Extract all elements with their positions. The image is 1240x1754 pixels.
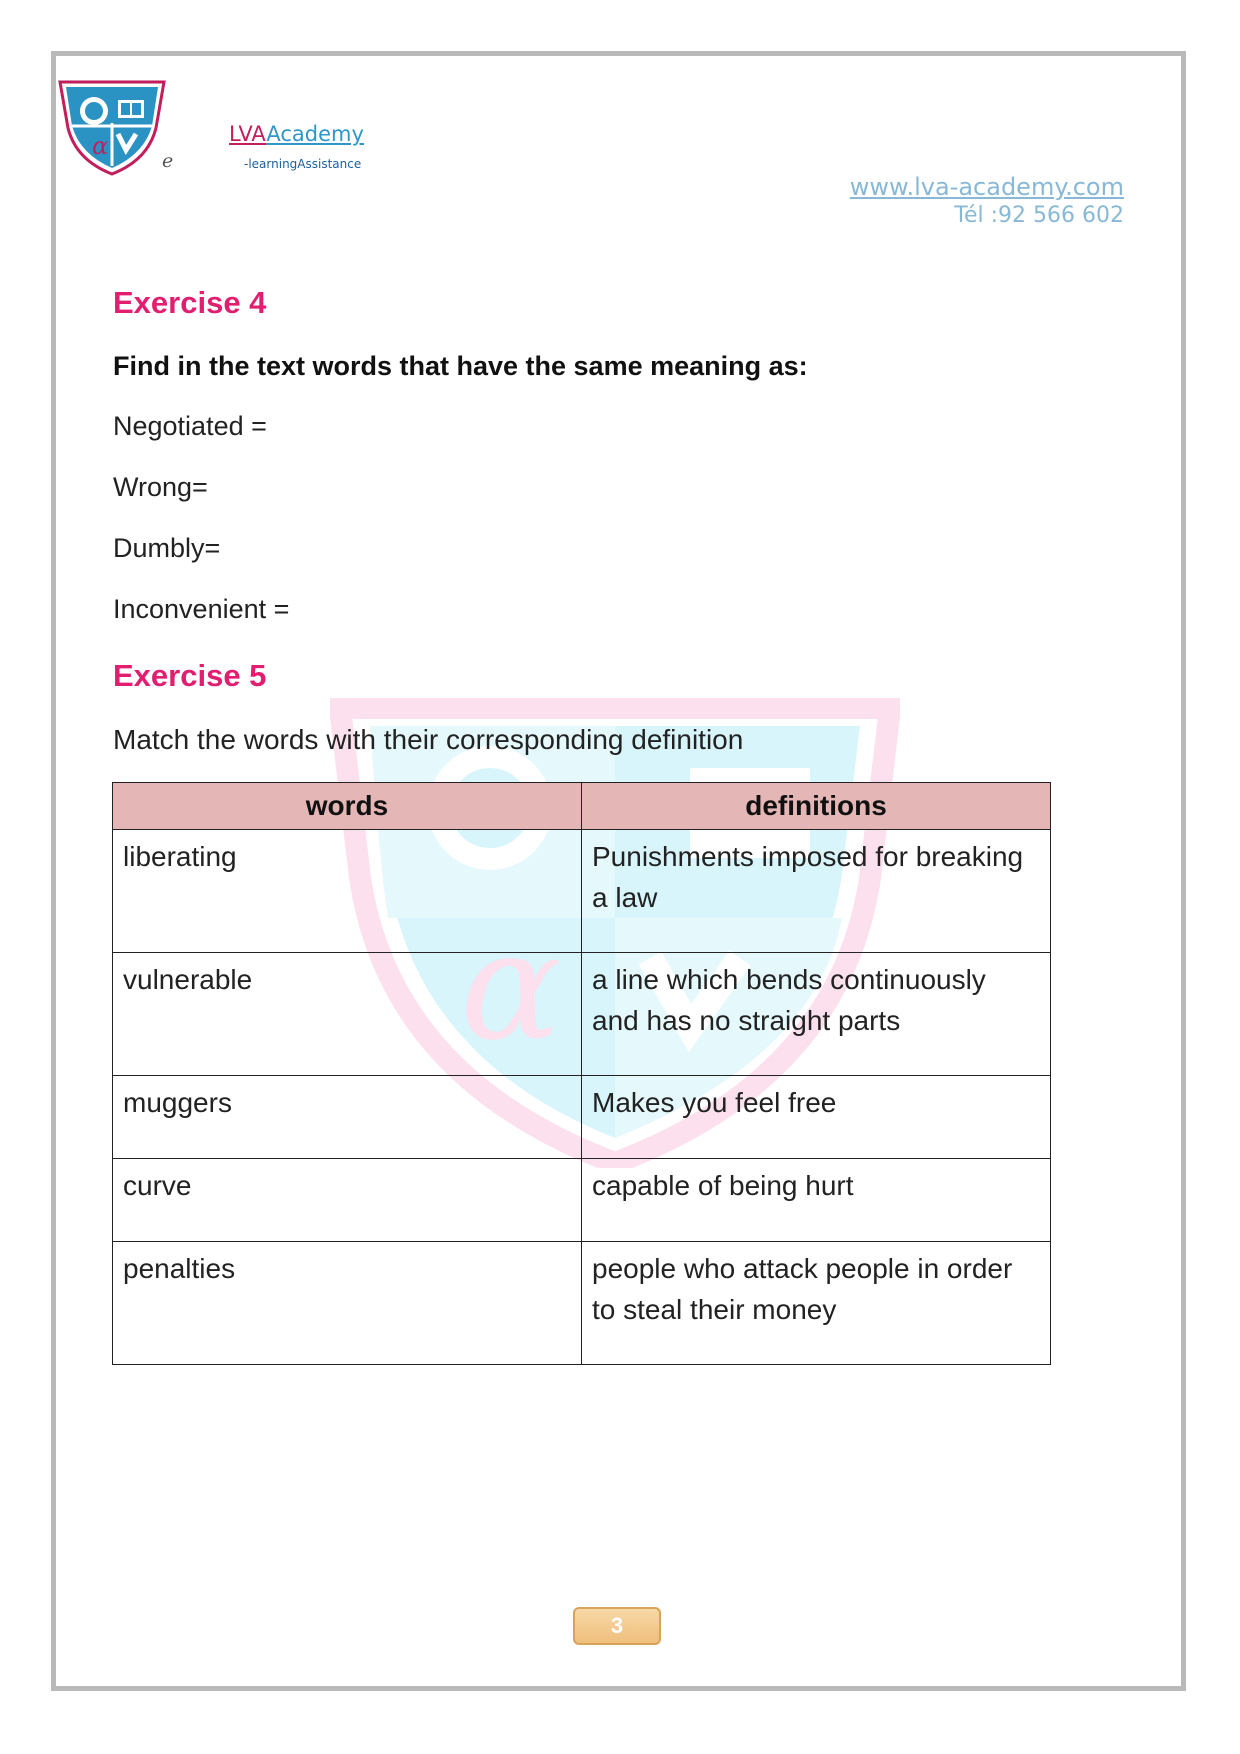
table-row [113, 830, 1051, 953]
table-row [113, 953, 1051, 1076]
table-row [113, 1242, 1051, 1365]
lva-logo-icon [56, 78, 168, 178]
word-cell: liberating [113, 830, 582, 953]
website-link[interactable]: www.lva-academy.com [849, 173, 1124, 201]
word-cell: vulnerable [113, 953, 582, 1076]
exercise-4-instruction: Find in the text words that have the same meaning as: [113, 351, 808, 381]
definition-cell: Makes you feel free [582, 1076, 1051, 1159]
definition-cell: capable of being hurt [582, 1159, 1051, 1242]
exercise-5-instruction: Match the words with their corresponding definition [113, 724, 744, 755]
phone-number: Tél :92 566 602 [954, 203, 1124, 228]
definition-cell: people who attack people in order to steal their money [582, 1242, 1051, 1365]
definition-cell: Punishments imposed for breaking a law [582, 830, 1051, 953]
brand-name-lva: LVA [229, 122, 267, 146]
table-header-row [113, 783, 1051, 830]
exercise-4-item: Wrong= [113, 472, 208, 502]
exercise-4-title: Exercise 4 [113, 285, 267, 320]
exercise-4-item: Negotiated = [113, 411, 267, 441]
brand-name-academy: Academy [266, 122, 364, 146]
brand-name [229, 122, 364, 146]
matching-table [112, 782, 1051, 1365]
word-cell: curve [113, 1159, 582, 1242]
word-cell: penalties [113, 1242, 582, 1365]
exercise-4-item: Dumbly= [113, 533, 221, 563]
exercise-5-title: Exercise 5 [113, 658, 267, 693]
brand-tagline: -learningAssistance [244, 157, 362, 171]
definition-cell: a line which bends continuously and has no straight parts [582, 953, 1051, 1076]
brand-e-letter: e [162, 150, 174, 172]
exercise-4-item: Inconvenient = [113, 594, 290, 624]
column-header-definitions: definitions [582, 783, 1051, 830]
svg-text:α: α [92, 132, 109, 160]
table-row [113, 1159, 1051, 1242]
page-number-badge: 3 [573, 1607, 661, 1645]
svg-text:α: α [460, 900, 562, 1074]
word-cell: muggers [113, 1076, 582, 1159]
table-row [113, 1076, 1051, 1159]
column-header-words: words [113, 783, 582, 830]
